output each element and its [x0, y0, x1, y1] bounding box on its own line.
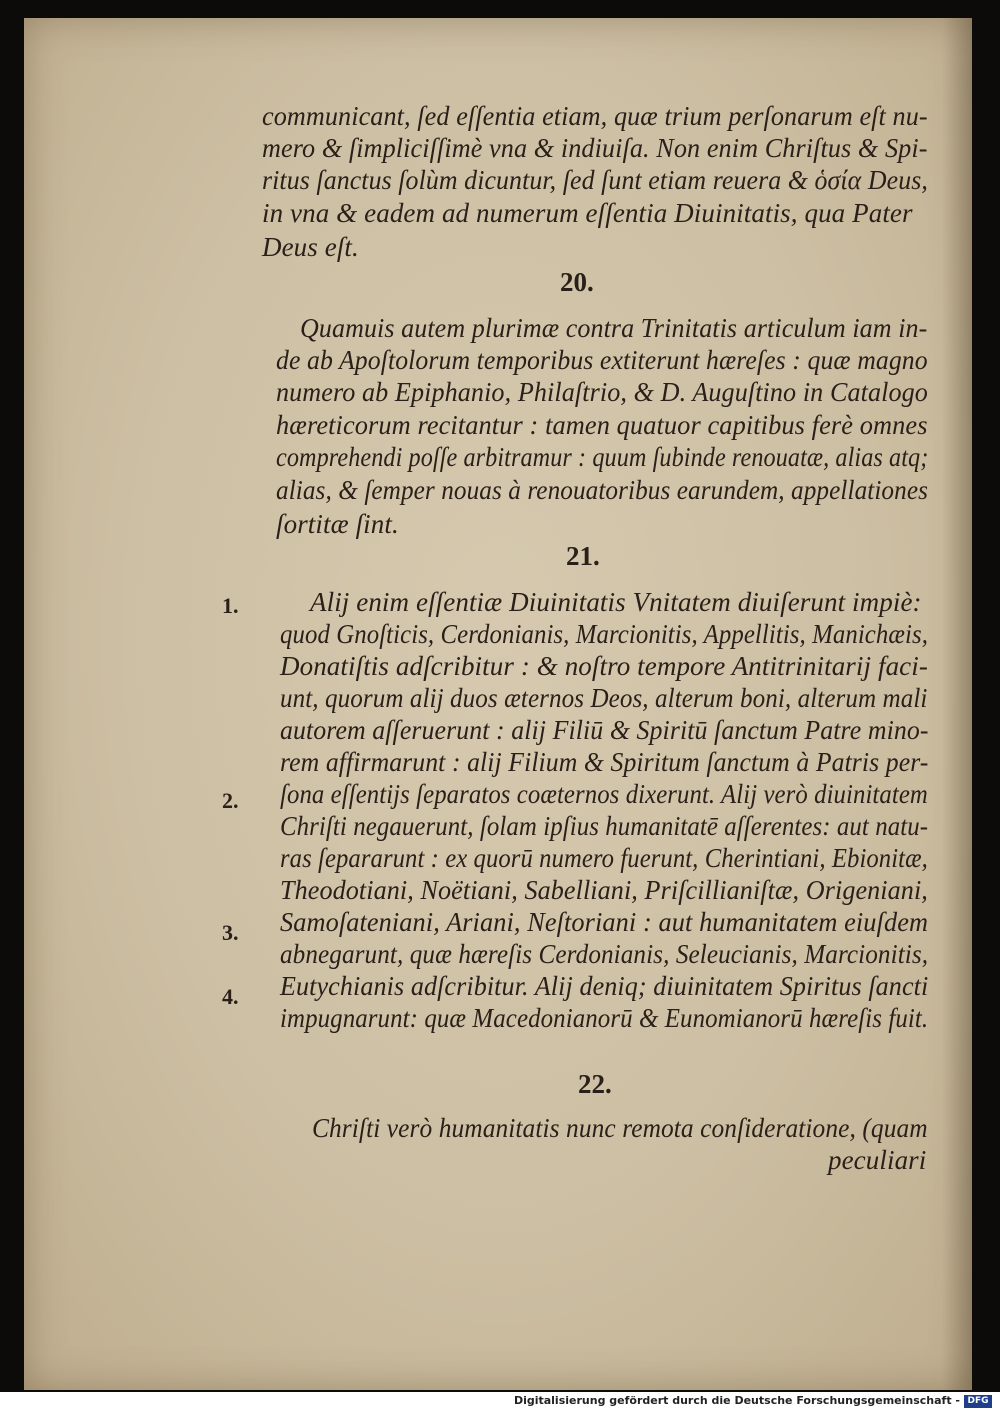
text-line: numero ab Epiphanio, Philaſtrio, & D. Auguſtino in Catalogo — [276, 377, 928, 407]
section-number-21: 21. — [566, 541, 600, 571]
text-line: Deus eſt. — [262, 232, 359, 262]
text-line: alias, & ſemper nouas à renouatoribus earundem, appellationes — [276, 475, 928, 505]
text-line: ſortitæ ſint. — [276, 509, 399, 539]
section-number-20: 20. — [560, 267, 594, 297]
text-line: Theodotiani, Noëtiani, Sabelliani, Priſcillianiſtæ, Origeniani, — [280, 875, 928, 905]
text-line: Donatiſtis adſcribitur : & noſtro tempore Antitrinitarij faci- — [280, 651, 928, 681]
text-line: Samoſateniani, Ariani, Neſtoriani : aut humanitatem eiuſdem — [280, 907, 929, 937]
margin-number: 4. — [222, 984, 239, 1009]
text-line: abnegarunt, quæ hæreſis Cerdonianis, Seleucianis, Marcionitis, — [280, 939, 929, 969]
text-line: in vna & eadem ad numerum eſſentia Diuinitatis, qua Pater — [262, 198, 913, 228]
text-line: Chriſti negauerunt, ſolam ipſius humanitatē aſſerentes: aut natu- — [280, 811, 929, 841]
text-line: ritus ſanctus ſolùm dicuntur, ſed ſunt etiam reuera & ὁσία Deus, — [262, 165, 928, 195]
funding-notice: Digitalisierung gefördert durch die Deutsche Forschungsgemeinschaft - — [513, 1394, 960, 1407]
text-line: Quamuis autem plurimæ contra Trinitatis articulum iam in- — [300, 313, 928, 343]
text-line: ras ſepararunt : ex quorū numero fuerunt, Cherintiani, Ebionitæ, — [280, 843, 928, 873]
text-line: quod Gnoſticis, Cerdonianis, Marcionitis, Appellitis, Manichæis, — [280, 619, 929, 649]
text-line: de ab Apoſtolorum temporibus extiterunt hæreſes : quæ magno — [276, 345, 928, 375]
text-line: impugnarunt: quæ Macedonianorū & Eunomianorū hæreſis fuit. — [280, 1003, 929, 1033]
text-line: unt, quorum alij duos æternos Deos, alterum boni, alterum mali — [280, 683, 928, 713]
text-line: communicant, ſed eſſentia etiam, quæ trium perſonarum eſt nu- — [262, 101, 928, 131]
margin-number: 3. — [222, 920, 239, 945]
text-line: autorem aſſeruerunt : alij Filiū & Spiritū ſanctum Patre mino- — [280, 715, 929, 745]
text-line: rem affirmarunt : alij Filium & Spiritum ſanctum à Patris per- — [280, 747, 929, 777]
dfg-logo: DFG — [964, 1395, 992, 1408]
text-line: Chriſti verò humanitatis nunc remota conſideratione, (quam — [312, 1113, 928, 1143]
text-line: comprehendi poſſe arbitramur : quum ſubinde renouatæ, alias atq; — [276, 442, 929, 472]
text-line: hæreticorum recitantur : tamen quatuor capitibus ferè omnes — [276, 410, 928, 440]
text-line: Alij enim eſſentiæ Diuinitatis Vnitatem diuiſerunt impiè: — [310, 587, 922, 617]
margin-number: 1. — [222, 593, 239, 618]
text-line: mero & ſimpliciſſimè vna & indiuiſa. Non enim Chriſtus & Spi- — [262, 133, 928, 163]
text-line: ſona eſſentijs ſeparatos coæternos dixerunt. Alij verò diuinitatem — [280, 779, 928, 809]
margin-number: 2. — [222, 788, 239, 813]
catchword: peculiari — [828, 1145, 927, 1175]
section-number-22: 22. — [578, 1069, 612, 1099]
text-line: Eutychianis adſcribitur. Alij deniq; diuinitatem Spiritus ſancti — [280, 971, 929, 1001]
footer-bar — [0, 1392, 1000, 1412]
page-edge-shadow — [942, 18, 972, 1390]
